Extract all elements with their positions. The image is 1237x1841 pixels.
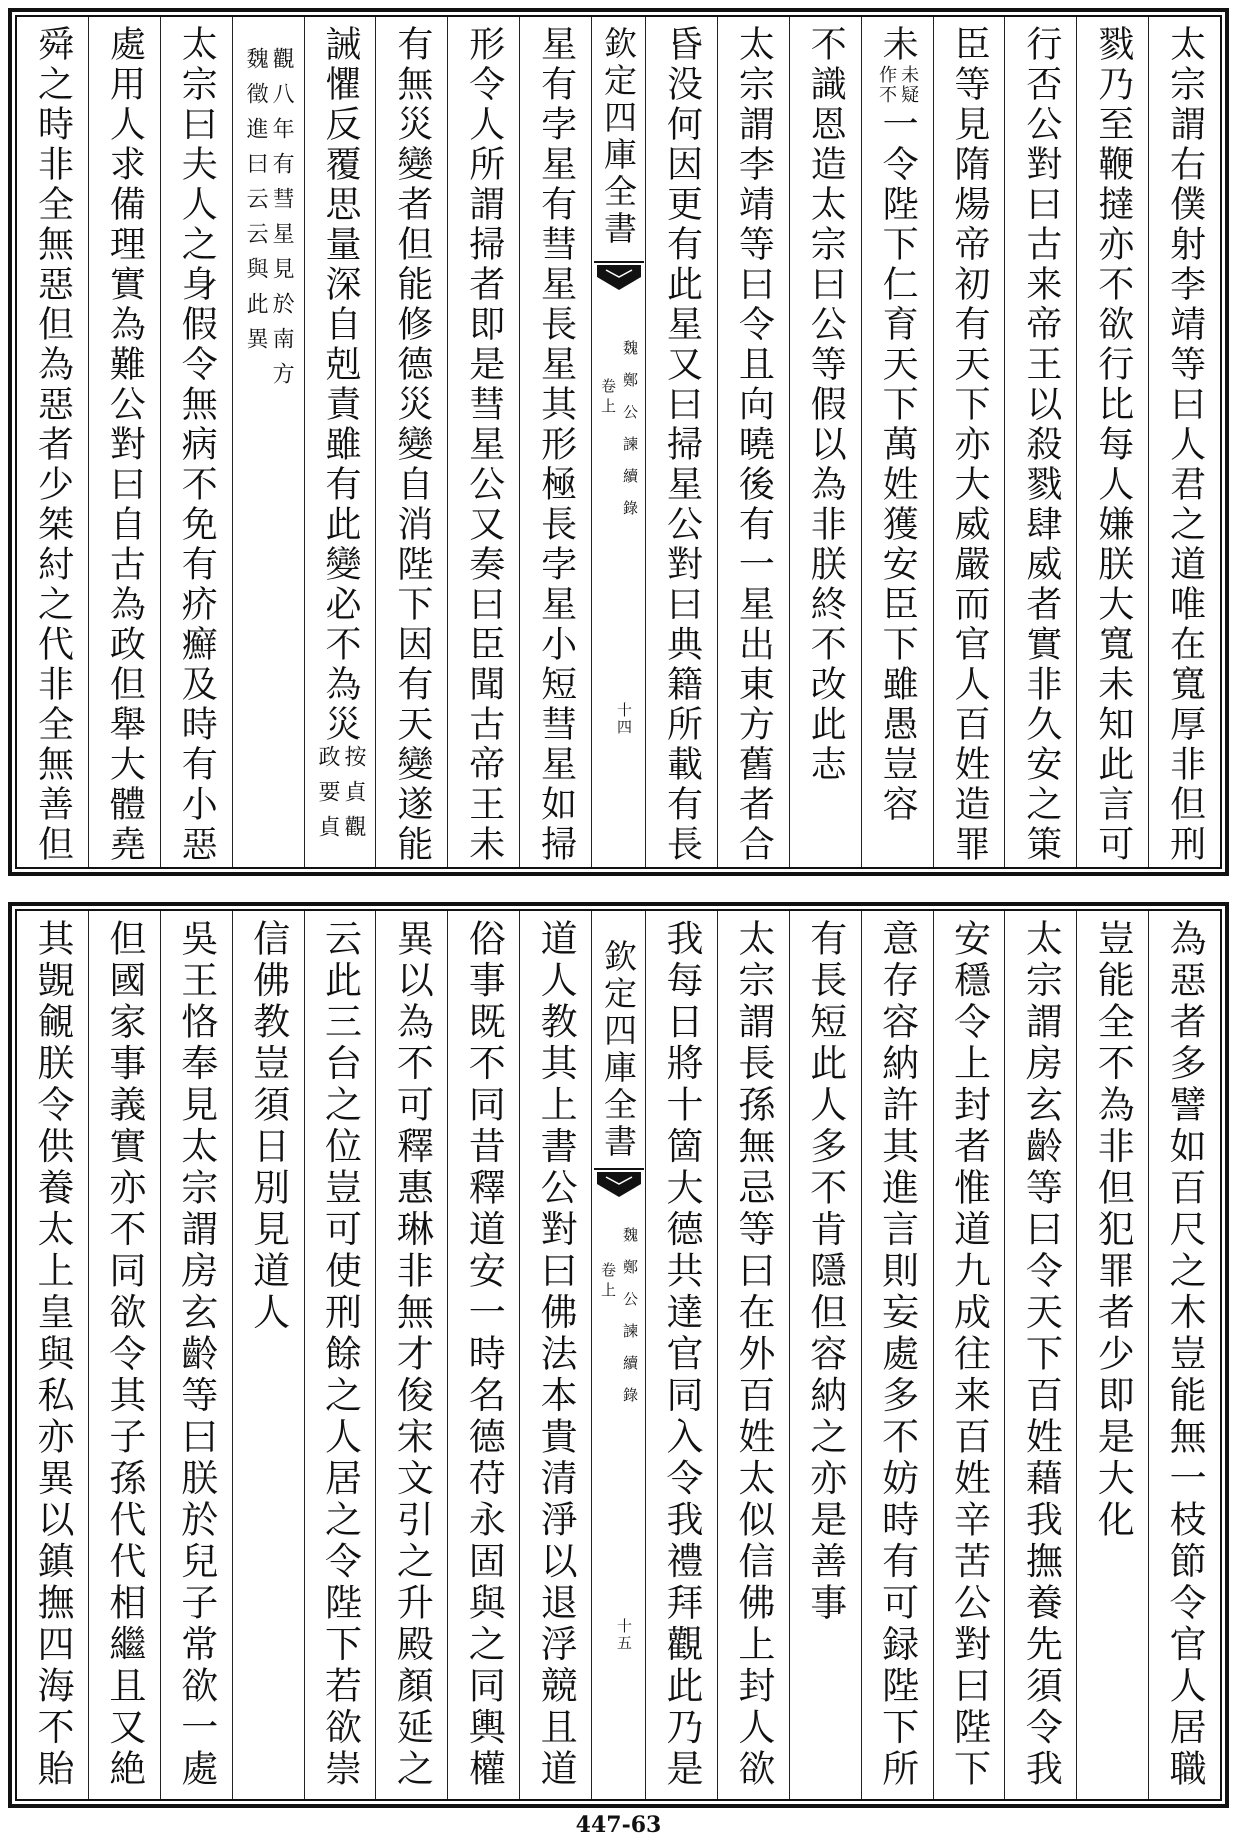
- text-column: [305, 911, 377, 1799]
- column-text: 俗事既不同昔釋道安一時名德苻永固與之同輿權: [462, 919, 506, 1791]
- text-column: [1077, 17, 1149, 867]
- column-text: 太宗謂房玄齡等曰令天下百姓藉我撫養先須令我: [1019, 919, 1063, 1791]
- text-column: [376, 17, 448, 867]
- volume-label: 卷上: [599, 378, 617, 418]
- leaf-number: 十五: [615, 1618, 633, 1652]
- text-column: [646, 17, 718, 867]
- column-text: 戮乃至鞭撻亦不欲行比每人嫌朕大寬未知此言可: [1092, 25, 1134, 865]
- text-column: [17, 911, 89, 1799]
- column-text: 未: [877, 25, 919, 65]
- column-text: 為惡者多譬如百尺之木豈能無一枝節令官人居職: [1163, 919, 1207, 1791]
- book-title: 欽定四庫全書: [599, 26, 638, 248]
- lower-leaf-columns: [15, 909, 1222, 1801]
- text-column: [448, 911, 520, 1799]
- column-text: 有長短此人多不肯隱但容納之亦是善事: [803, 919, 847, 1625]
- lower-leaf-panel: [8, 902, 1229, 1808]
- annotation-right: 按貞觀: [340, 745, 366, 850]
- annotation-right: 未疑: [898, 65, 920, 105]
- text-column: [1005, 911, 1077, 1799]
- column-text: 舜之時非全無惡但為惡者少桀紂之代非全無善但: [32, 25, 74, 865]
- text-column: [934, 911, 1006, 1799]
- text-column: [934, 17, 1006, 867]
- text-column: [1149, 17, 1220, 867]
- column-text: 昏没何因更有此星又曰掃星公對曰典籍所載有長: [661, 25, 703, 865]
- upper-leaf-columns: [15, 15, 1222, 869]
- text-column: [1005, 17, 1077, 867]
- annotation-note: [876, 65, 920, 105]
- text-column: [305, 17, 377, 867]
- column-text: 不識恩造太宗曰公等假以為非朕終不改此志: [805, 25, 847, 785]
- work-title: 魏鄭公諫續錄: [621, 340, 639, 532]
- annotation-left: 作不: [876, 65, 898, 105]
- column-text: 道人教其上書公對曰佛法本貴清淨以退浮競且道: [534, 919, 578, 1791]
- text-column: [1149, 911, 1220, 1799]
- text-column: [233, 17, 305, 867]
- column-text: 信佛教豈須日別見道人: [246, 919, 290, 1334]
- text-column: [448, 17, 520, 867]
- column-text: 星有孛星有彗星長星其形極長孛星小短彗星如掃: [535, 25, 577, 865]
- column-text: 臣等見隋煬帝初有天下亦大威嚴而官人百姓造罪: [948, 25, 990, 865]
- page-number-label: 447-63: [575, 1812, 662, 1838]
- annotation-right: 觀八年有彗星見於南方: [269, 47, 295, 397]
- text-column: [89, 911, 161, 1799]
- text-column: [89, 17, 161, 867]
- column-text: 但國家事義實亦不同欲令其子孫代代相繼且又絶: [102, 919, 146, 1791]
- column-text: 意存容納許其進言則妄處多不妨時有可録陛下所: [875, 919, 919, 1791]
- text-column: [233, 911, 305, 1799]
- text-column: [718, 911, 790, 1799]
- column-text: 其覬覦朕令供養太上皇與私亦異以鎮撫四海不貽: [30, 919, 74, 1791]
- text-column: [718, 17, 790, 867]
- center-fold: [592, 17, 646, 867]
- column-text: 有無災變者但能修德災變自消陛下因有天變遂能: [391, 25, 433, 865]
- leaf-number: 十四: [615, 702, 633, 736]
- column-text: 豈能全不為非但犯罪者少即是大化: [1091, 919, 1135, 1542]
- column-text: 形令人所謂掃者即是彗星公又奏曰臣聞古帝王未: [463, 25, 505, 865]
- annotation-left: 魏徵進曰云云與此異: [243, 47, 269, 362]
- text-column: [862, 17, 934, 867]
- upper-leaf-panel: [8, 8, 1229, 876]
- text-column: [862, 911, 934, 1799]
- column-text: 太宗謂李靖等曰令且向曉後有一星出東方舊者合: [733, 25, 775, 865]
- text-column: [17, 17, 89, 867]
- annotation-left: 政要貞: [314, 745, 340, 850]
- column-text: 異以為不可釋惠琳非無才俊宋文引之升殿顏延之: [390, 919, 434, 1791]
- column-text: 安穩令上封者惟道九成往来百姓辛苦公對曰陛下: [947, 919, 991, 1791]
- text-column: [161, 911, 233, 1799]
- column-text: 太宗曰夫人之身假令無病不免有疥癬及時有小惡: [176, 25, 218, 865]
- column-text: 誡懼反覆思量深自剋責雖有此變必不為災: [319, 25, 361, 745]
- text-column: [646, 911, 718, 1799]
- text-column: [1077, 911, 1149, 1799]
- text-column: [161, 17, 233, 867]
- column-text: 處用人求備理實為難公對曰自古為政但舉大體堯: [104, 25, 146, 865]
- column-text: 行否公對曰古来帝王以殺戮肆威者實非久安之䇿: [1020, 25, 1062, 865]
- column-text: 太宗謂右僕射李靖等曰人君之道唯在寬厚非但刑: [1164, 25, 1206, 865]
- column-text: 太宗謂長孫無忌等曰在外百姓太似信佛上封人欲: [731, 919, 775, 1791]
- text-column: [790, 911, 862, 1799]
- column-text: 云此三台之位豈可使刑餘之人居之令陛下若欲崇: [318, 919, 362, 1791]
- work-title: 魏鄭公諫續錄: [621, 1227, 639, 1419]
- book-title: 欽定四庫全書: [599, 939, 638, 1161]
- text-column: [520, 17, 592, 867]
- text-column: [520, 911, 592, 1799]
- column-text-continued: 一令陛下仁育天下萬姓獲安臣下雖愚豈容: [877, 105, 919, 825]
- text-column: [376, 911, 448, 1799]
- center-fold: [592, 911, 646, 1799]
- annotation-note: [316, 745, 364, 850]
- column-text: 吳王恪奉見太宗謂房玄齡等曰朕於兒子常欲一處: [174, 919, 218, 1791]
- fish-tail-ornament: [594, 1168, 644, 1200]
- annotation-note: [243, 47, 295, 397]
- text-column: [790, 17, 862, 867]
- column-text: 我每日將十箇大德共達官同入令我禮拜觀此乃是: [659, 919, 703, 1791]
- fish-tail-ornament: [594, 261, 644, 293]
- volume-label: 卷上: [599, 1262, 617, 1302]
